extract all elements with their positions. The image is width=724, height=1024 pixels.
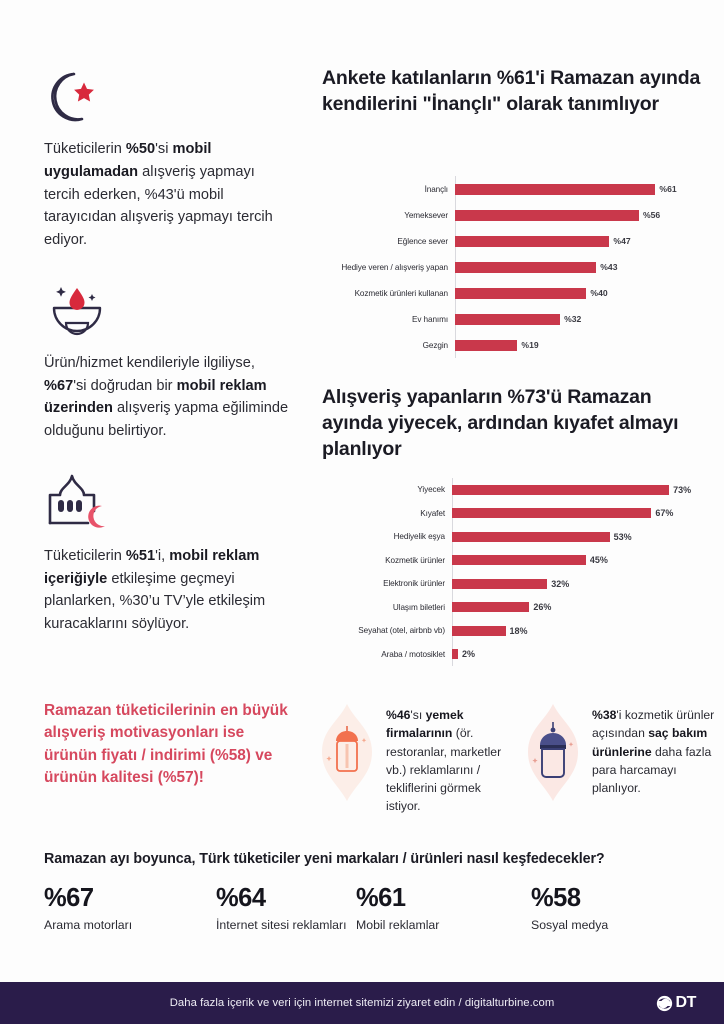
chart-bar [455,210,639,221]
left-block-3 [44,469,294,636]
crescent-star-icon [44,62,294,124]
left-block-3-text: Tüketicilerin %51'i, mobil reklam içeriğiyle etkileşime geçmeyi planlarken, %30’u TV’yle etkileşim kuracaklarını söylüyor. [44,547,266,633]
chart-category-label: Ulaşım biletleri [392,602,445,612]
chart-category-label: Kozmetik ürünleri kullanan [354,288,448,298]
chart-bar [455,314,560,325]
chart-bar-wrap [455,262,704,273]
chart-bar-wrap [455,288,704,299]
chart-value-label: %19 [521,340,539,350]
chart-1 [322,176,704,358]
chart-bar [452,602,529,612]
chart-bar-wrap [452,626,704,636]
dt-circle-swoosh-icon [656,995,673,1012]
chart-bar [452,579,547,589]
chart-bar-wrap [455,210,704,221]
chart-value-label: %43 [600,262,618,272]
stat-value: %67 [44,884,94,912]
chart-bar-row [322,176,704,202]
chart-category-label: Eğlence sever [397,236,448,246]
chart-value-label: %61 [659,184,677,194]
chart-category-label: Yiyecek [417,485,445,495]
stat-item [44,884,216,932]
bottom-question: Ramazan ayı boyunca, Türk tüketiciler yeni markaları / ürünleri nasıl keşfedecekler? [44,851,605,867]
chart-bar-row [332,619,704,643]
left-block-1-text: Tüketicilerin %50'si mobil uygulamadan alışveriş yapmayı tercih ederken, %43'ü mobil tarayıcıdan alışveriş yapmayı tercih ediyor. [44,141,273,249]
chart-bar [452,626,506,636]
chart-bar [452,555,586,565]
chart-bar-wrap [455,236,704,247]
chart-value-label: 18% [509,625,528,636]
callout-food-companies [318,700,516,816]
chart-value-label: 67% [655,508,674,519]
chart-category-label: Hediyelik eşya [393,532,445,542]
chart-value-label: %47 [613,236,631,246]
footer-bar [0,982,724,1024]
chart-bar-row [332,502,704,526]
chart-bar-row [332,596,704,620]
stat-item [216,884,356,932]
chart-value-label: 45% [589,555,608,566]
stat-label: Mobil reklamlar [356,918,440,933]
chart-value-label: 73% [673,484,692,495]
chart-bar-row [322,202,704,228]
chart-2-axis [452,478,453,666]
chart-2-title: Alışveriş yapanların %73'ü Ramazan ayında yiyecek, ardından kıyafet almayı planlıyor [322,386,679,460]
chart-bar-wrap [452,555,704,565]
chart-bar-wrap [452,508,704,518]
chart-bar-row [322,254,704,280]
chart-bar [452,508,651,518]
chart-bar [452,485,669,495]
oil-lamp-icon [44,276,294,338]
left-block-2-text: Ürün/hizmet kendileriyle ilgiliyse, %67'si doğrudan bir mobil reklam üzerinden alışveriş yapma eğiliminde olduğunu belirtiyor. [44,354,289,440]
stat-value: %58 [531,884,581,912]
chart-bar-row [322,332,704,358]
bottom-stats [44,884,699,932]
chart-category-label: Hediye veren / alışveriş yapan [341,262,448,272]
chart-bar [452,532,610,542]
chart-bar-wrap [452,532,704,542]
chart-value-label: %56 [643,210,661,220]
stat-value: %64 [216,884,266,912]
stat-item [356,884,531,932]
chart-bar-row [332,525,704,549]
chart-bar [455,184,655,195]
chart-bar-wrap [452,649,704,659]
left-column [44,62,294,650]
left-block-1 [44,62,294,252]
chart-bar-row [332,549,704,573]
mosque-crescent-icon [44,469,294,531]
chart-category-label: Ev hanımı [412,314,448,324]
stat-item [531,884,691,932]
chart-category-label: Kozmetik ürünler [385,555,445,565]
chart-bar-wrap [455,340,704,351]
chart-category-label: Araba / motosiklet [381,649,445,659]
stat-value: %61 [356,884,406,912]
chart-bar [455,262,596,273]
chart-bar-row [332,643,704,667]
chart-bar [455,340,517,351]
callout-hair-care [524,700,720,805]
chart-category-label: Seyahat (otel, airbnb vb) [358,626,445,636]
left-block-2 [44,276,294,443]
stat-label: İnternet sitesi reklamları [216,918,347,933]
chart-bar-row [332,478,704,502]
chart-bar-wrap [455,184,704,195]
stat-label: Arama motorları [44,918,133,933]
chart-category-label: İnançlı [424,184,448,194]
chart-bar-wrap [452,485,704,495]
chart-bar-row [332,572,704,596]
motivation-paragraph: Ramazan tüketicilerinin en büyük alışveriş motivasyonları ise ürünün fiyatı / indirimi (%58) ve ürünün kalitesi (%57)! [44,702,288,786]
lantern-navy-icon [524,700,582,805]
chart-value-label: 53% [613,531,632,542]
chart-value-label: %32 [564,314,582,324]
chart-category-label: Yemeksever [404,210,448,220]
chart-value-label: %40 [590,288,608,298]
chart-value-label: 32% [551,578,570,589]
chart-value-label: 2% [461,649,475,660]
chart-category-label: Gezgin [422,340,448,350]
chart-1-title: Ankete katılanların %61'i Ramazan ayında kendilerini "İnançlı" olarak tanımlıyor [322,67,701,115]
chart-bar-row [322,228,704,254]
chart-value-label: 26% [533,602,552,613]
chart-bar-wrap [452,579,704,589]
chart-bar-row [322,306,704,332]
chart-bar-wrap [455,314,704,325]
footer-logo-text: DT [675,994,696,1011]
footer-logo[interactable] [656,994,696,1012]
footer-text: Daha fazla içerik ve veri için internet sitemizi ziyaret edin / digitalturbine.com [169,997,555,1009]
lantern-orange-icon [318,700,376,805]
chart-bar [455,236,609,247]
chart-bar-wrap [452,602,704,612]
chart-bar-row [322,280,704,306]
chart-category-label: Kıyafet [420,508,445,518]
chart-bar [455,288,586,299]
chart-category-label: Elektronik ürünler [383,579,445,589]
chart-2 [332,478,704,666]
stat-label: Sosyal medya [531,918,609,933]
callout-food-text: %46'sı yemek firmalarının (ör. restoranlar, marketler vb.) reklamlarını / tekliflerini görmek istiyor. [386,708,502,814]
callout-hair-text: %38'i kozmetik ürünler açısından saç bakım ürünlerine daha fazla para harcamayı planlıyor. [592,708,715,796]
